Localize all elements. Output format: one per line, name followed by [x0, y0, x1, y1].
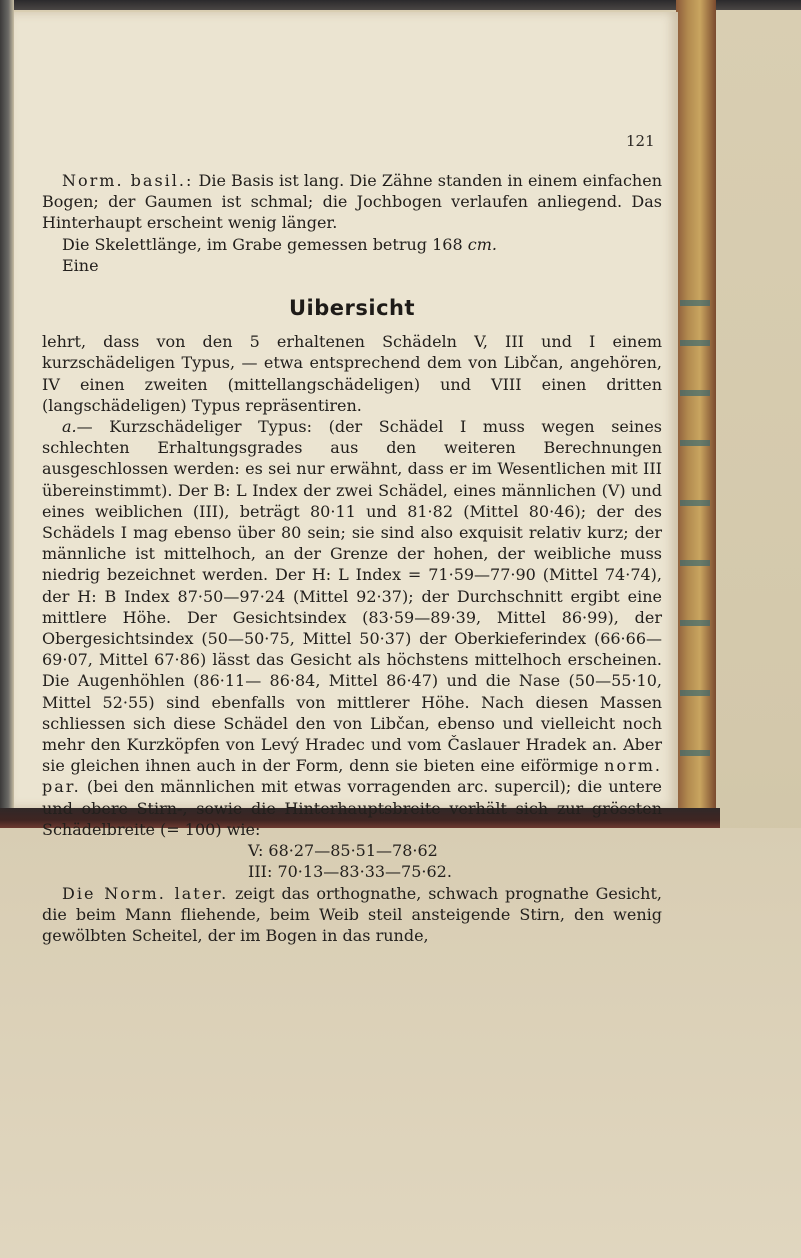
norm-par-label: norm. par. — [42, 756, 662, 797]
norm-basil-text: Die Basis ist lang. Die Zähne standen in einem einfachen Bogen; der Gaumen ist schmal; die Jochbogen verlaufen anliegend. Das Hinterhaupt erscheint wenig länger. — [42, 171, 662, 233]
paragraph-norm-basil — [42, 170, 662, 234]
section-heading: Uibersicht — [288, 296, 416, 321]
formula-v: V: 68·27—85·51—78·62 — [248, 841, 438, 861]
right-page-edge-strip — [676, 0, 716, 818]
norm-later-label: Die Norm. later. — [62, 883, 229, 903]
page-number: 121 — [626, 132, 655, 150]
paragraph-later — [42, 883, 662, 947]
later-text: zeigt das orthognathe, schwach prognathe Gesicht, die beim Mann fliehende, beim Weib steil ansteigende Stirn, den wenig gewölbten Scheitel, der im Bogen in das runde, — [42, 883, 662, 945]
word-eine: Eine — [62, 255, 99, 275]
paragraph-skelett — [42, 234, 662, 255]
formula-iii: III: 70·13—83·33—75·62. — [248, 862, 452, 882]
skelett-unit: cm. — [467, 234, 497, 254]
a-text-1: — Kurzschädeliger Typus: (der Schädel I muss wegen seines schlechten Erhaltungsgrades aus den weiteren Berechnungen ausgeschlossen werden: es sei nur erwähnt, dass er im Wesentlichen mit III übereinstimmt). Der B: L Index der zwei Schädel, eines männlichen (V) und eines weiblichen (III), beträgt 80·11 und 81·82 (Mittel 80·46); der des Schädels I mag ebenso über 80 sein; sie sind also exquisit relativ kurz; der männliche ist mittelhoch, an der Grenze der hohen, der weibliche muss niedrig bezeichnet werden. Der H: L Index = 71·59—77·90 (Mittel 74·74), der H: B Index 87·50—97·24 (Mittel 92·37); der Durchschnitt ergibt eine mittlere Höhe. Der Gesichtsindex (83·59—89·39, Mittel 86·99), der Obergesichtsindex (50—50·75, Mittel 50·37) der Oberkieferindex (66·66—69·07, Mittel 67·86) lässt das Gesicht als höchstens mittelhoch erscheinen. Die Augenhöhlen (86·11— 86·84, Mittel 86·47) und die Nase (50—55·10, Mittel 52·55) sind ebenfalls von mittlerer Höhe. Nach diesen Massen schliessen sich diese Schädel den von Libčan, ebenso und vielleicht noch mehr den Kurzköpfen von Levý Hradec und vom Časlauer Hradek an. Aber sie gleichen ihnen auch in der Form, denn sie bieten eine eiförmige — [42, 417, 662, 776]
skelett-text: Die Skelettlänge, im Grabe gemessen betrug 168 — [62, 234, 468, 254]
left-binding-edge — [0, 0, 14, 820]
page-text — [42, 170, 662, 946]
a-text-2: (bei den männlichen mit etwas vorragenden arc. supercil); die untere und obere Stirn-, sowie die Hinterhauptsbreite verhält sich zur grössten Schädelbreite (= 100) wie: — [42, 777, 662, 839]
paragraph-a — [42, 416, 662, 840]
norm-basil-label: Norm. basil.: — [62, 171, 194, 190]
paragraph-lehrt: lehrt, dass von den 5 erhaltenen Schädeln V, III und I einem kurzschädeligen Typus, — etwa entsprechend dem von Libčan, angehören, IV einen zweiten (mittellangschädeligen) und VIII einen dritten (langschädeligen) Typus repräsentiren. — [42, 332, 662, 415]
a-label: a. — [62, 417, 77, 437]
